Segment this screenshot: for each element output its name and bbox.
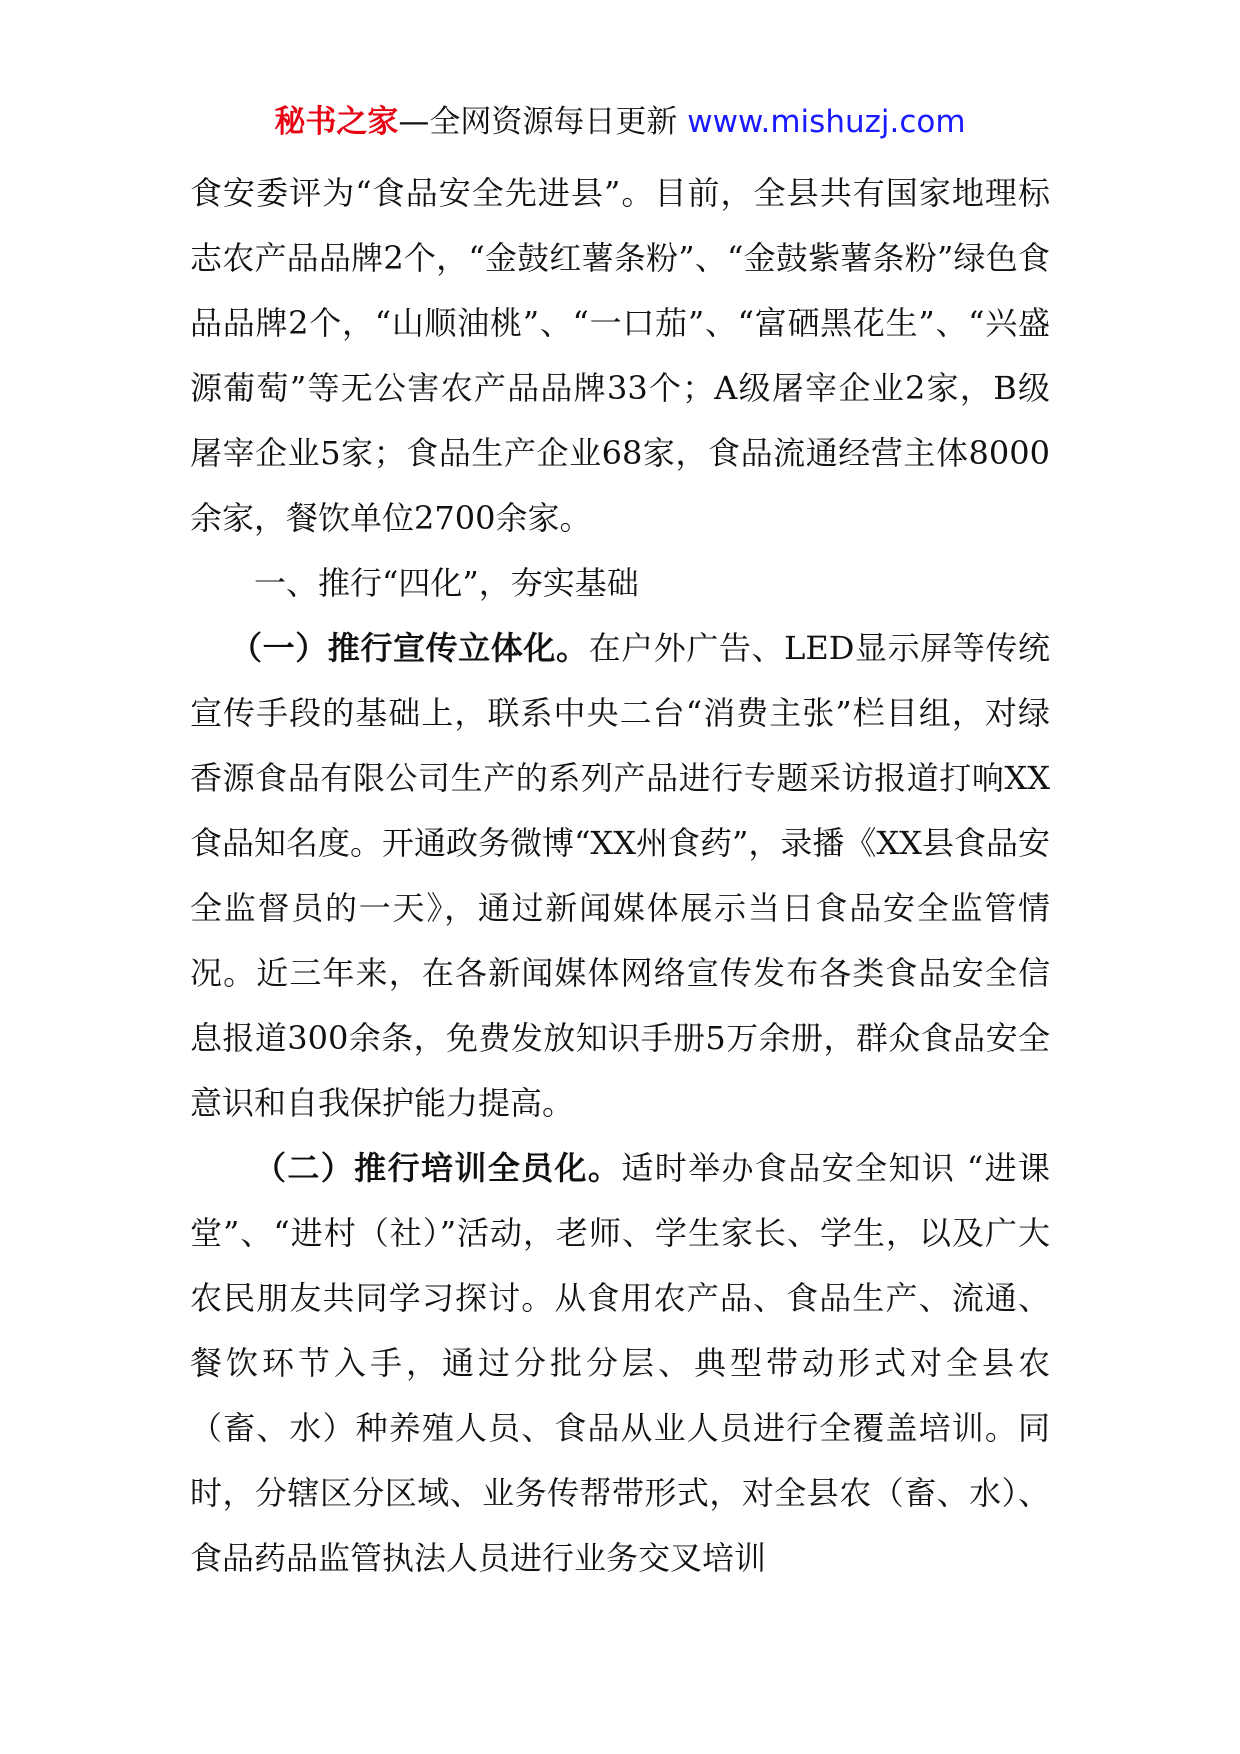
paragraph-training (190, 1136, 1050, 1591)
document-body (190, 161, 1050, 1591)
paragraph-publicity (190, 616, 1050, 1136)
subsection-title-training: （二）推行培训全员化。 (254, 1149, 622, 1187)
site-brand: 秘书之家 (274, 104, 399, 140)
subsection-text-training: 适时举办食品安全知识 “进课堂”、“进村（社）”活动，老师、学生家长、学生，以及广大农民朋友共同学习探讨。从食用农产品、食品生产、流通、餐饮环节入手，通过分批分层、典型带动形式对全县农（畜、水）种养殖人员、食品从业人员进行全覆盖培训。同时，分辖区分区域、业务传帮带形式，对全县农（畜、水）、食品药品监管执法人员进行业务交叉培训 (190, 1149, 1050, 1577)
subsection-text-publicity: 在户外广告、LED显示屏等传统宣传手段的基础上，联系中央二台“消费主张”栏目组，对绿香源食品有限公司生产的系列产品进行专题采访报道打响XX食品知名度。开通政务微博“XX州食药”，录播《XX县食品安全监督员的一天》，通过新闻媒体展示当日食品安全监管情况。近三年来，在各新闻媒体网络宣传发布各类食品安全信息报道300余条，免费发放知识手册5万余册，群众食品安全意识和自我保护能力提高。 (190, 629, 1050, 1122)
site-header (0, 100, 1240, 144)
subsection-title-publicity: （一）推行宣传立体化。 (230, 629, 589, 667)
paragraph-intro: 食安委评为“食品安全先进县”。目前，全县共有国家地理标志农产品品牌2个，“金鼓红薯条粉”、“金鼓紫薯条粉”绿色食品品牌2个，“山顺油桃”、“一口茄”、“富硒黑花生”、“兴盛源葡萄”等无公害农产品品牌33个；A级屠宰企业2家，B级屠宰企业5家；食品生产企业68家，食品流通经营主体8000余家，餐饮单位2700余家。 (190, 174, 1050, 537)
section-heading: 一、推行“四化”，夯实基础 (254, 564, 639, 602)
site-tagline: —全网资源每日更新 (398, 104, 688, 140)
site-url-link[interactable]: www.mishuzj.com (687, 104, 966, 140)
